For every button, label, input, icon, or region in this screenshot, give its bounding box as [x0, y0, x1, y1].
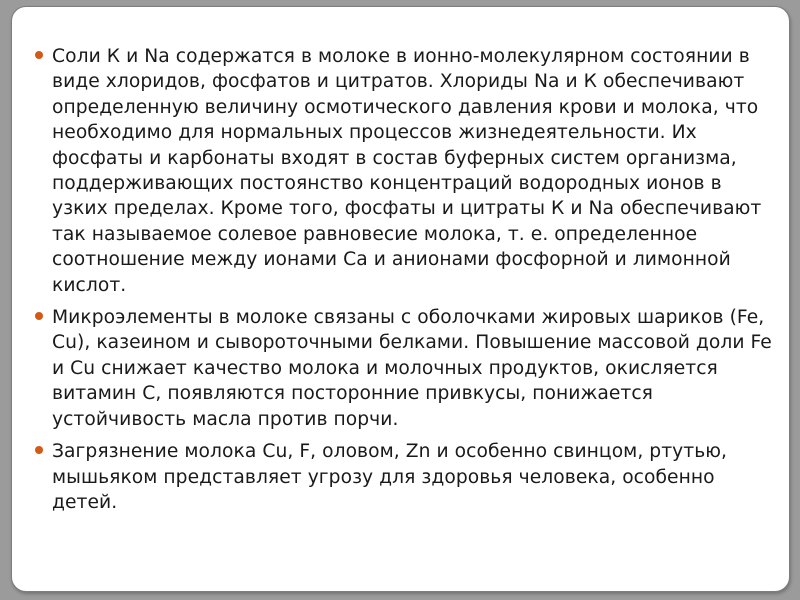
slide-frame — [11, 6, 790, 592]
bullet-dot-icon — [35, 446, 43, 454]
bullet-dot-icon — [35, 51, 43, 59]
bullet-dot-icon — [35, 312, 43, 320]
bullet-text: Загрязнение молока Cu, F, оловом, Zn и особенно свинцом, ртутью, мышьяком представляет угрозу для здоровья человека, особенно детей. — [52, 441, 728, 513]
bullet-item-salts — [34, 44, 774, 298]
bullet-item-contamination — [34, 439, 774, 515]
bullet-text: Микроэлементы в молоке связаны с оболочками жировых шариков (Fe, Cu), казеином и сывороточными белками. Повышение массовой доли Fe и Cu снижает качество молока и молочных продуктов, окисляется витамин С, появляются посторонние привкусы, понижается устойчивость масла против порчи. — [52, 307, 772, 430]
bullet-text: Соли К и Na содержатся в молоке в ионно-молекулярном состоянии в виде хлоридов, фосфатов и цитратов. Хлориды Na и К обеспечивают определенную величину осмотического давления крови и молока, что необходимо для нормальных процессов жизнедеятельности. Их фосфаты и карбонаты входят в состав буферных систем организма, поддерживающих постоянство концентраций водородных ионов в узких пределах. Кроме того, фосфаты и цитраты К и Na обеспечивают так называемое солевое равновесие молока, т. е. определенное соотношение между ионами Са и анионами фосфорной и лимонной кислот. — [52, 46, 762, 296]
bullet-list — [34, 44, 774, 522]
bullet-item-microelements — [34, 305, 774, 432]
